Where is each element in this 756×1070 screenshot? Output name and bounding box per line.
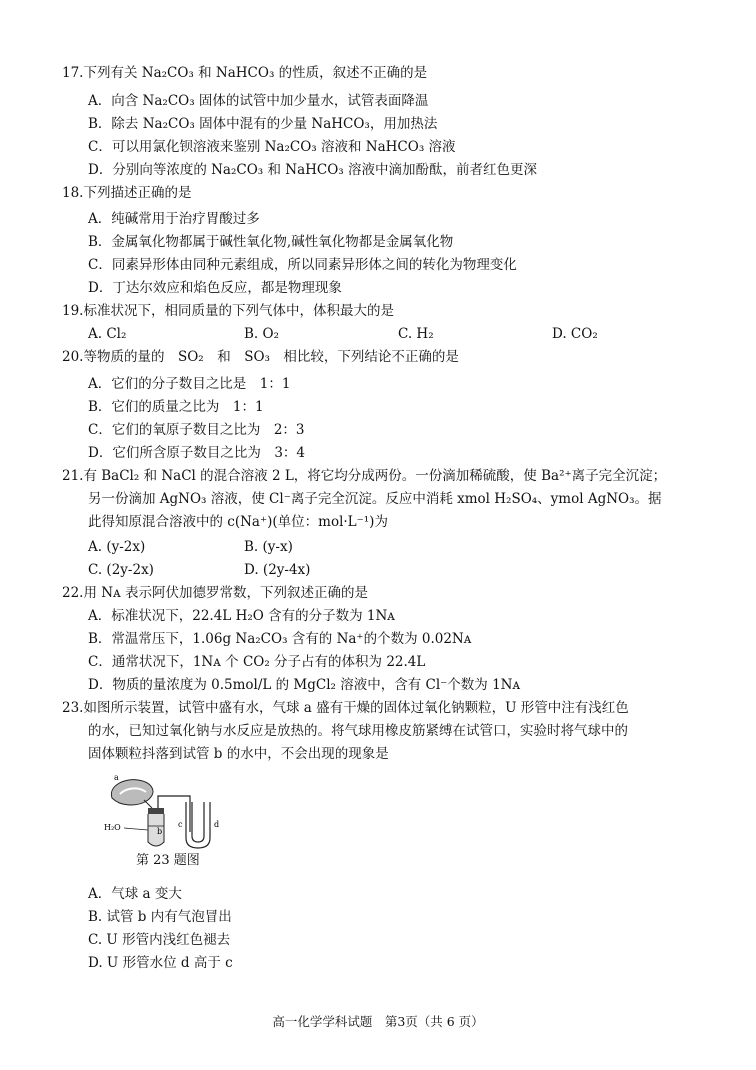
- question-23-line-3: 固体颗粒抖落到试管 b 的水中，不会出现的现象是: [88, 746, 389, 762]
- question-22-stem: 22.用 Nᴀ 表示阿伏加德罗常数，下列叙述正确的是: [62, 585, 368, 601]
- question-23-option-d: D. U 形管水位 d 高于 c: [88, 955, 233, 971]
- question-23-option-b: B. 试管 b 内有气泡冒出: [88, 909, 232, 925]
- label-d: d: [214, 820, 220, 829]
- question-20-option-a: A．它们的分子数目之比是 1：1: [88, 376, 291, 392]
- question-19-option-c: C. H₂: [398, 326, 434, 342]
- question-21-option-c: C. (2y-2x): [88, 562, 154, 578]
- u-tube-inner: [192, 802, 204, 842]
- question-22-option-c: C．通常状况下，1Nᴀ 个 CO₂ 分子占有的体积为 22.4L: [88, 654, 426, 670]
- question-23-line-2: 的水，已知过氧化钠与水反应是放热的。将气球用橡皮筋紧缚在试管口，实验时将气球中的: [88, 723, 628, 739]
- question-17-option-c: C．可以用氯化钡溶液来鉴别 Na₂CO₃ 溶液和 NaHCO₃ 溶液: [88, 139, 456, 155]
- question-20-stem: 20.等物质的量的 SO₂ 和 SO₃ 相比较，下列结论不正确的是: [62, 349, 459, 365]
- label-c: c: [178, 820, 183, 829]
- question-18-option-d: D．丁达尔效应和焰色反应，都是物理现象: [88, 280, 342, 296]
- question-21-option-b: B. (y-x): [244, 539, 293, 555]
- question-19-stem: 19.标准状况下，相同质量的下列气体中，体积最大的是: [62, 303, 394, 319]
- question-19-option-a: A. Cl₂: [88, 326, 127, 342]
- question-21-option-a: A. (y-2x): [88, 539, 146, 555]
- question-22-option-a: A．标准状况下，22.4L H₂O 含有的分子数为 1Nᴀ: [88, 608, 395, 624]
- question-20-option-b: B．它们的质量之比为 1：1: [88, 399, 264, 415]
- h2o-pointer: [124, 828, 148, 830]
- question-21-line-1: 21.有 BaCl₂ 和 NaCl 的混合溶液 2 L，将它均分成两份。一份滴加稀硫酸，使 Ba²⁺离子完全沉淀；: [62, 468, 667, 484]
- label-b: b: [157, 827, 163, 836]
- balloon-neck: [144, 800, 152, 808]
- question-23-option-c: C. U 形管内浅红色褪去: [88, 932, 231, 948]
- question-18-stem: 18.下列描述正确的是: [62, 185, 192, 201]
- question-21-line-3: 此得知原混合溶液中的 c(Na⁺)(单位：mol·L⁻¹)为: [88, 514, 388, 530]
- rubber-stopper: [148, 808, 164, 814]
- balloon-a: [111, 780, 153, 805]
- question-21-line-2: 另一份滴加 AgNO₃ 溶液，使 Cl⁻离子完全沉淀。反应中消耗 xmol H₂SO₄、ymol AgNO₃。据: [88, 491, 662, 507]
- question-22-option-b: B．常温常压下，1.06g Na₂CO₃ 含有的 Na⁺的个数为 0.02Nᴀ: [88, 631, 472, 647]
- question-20-option-d: D．它们所含原子数目之比为 3：4: [88, 445, 306, 461]
- question-20-option-c: C．它们的氧原子数目之比为 2：3: [88, 422, 305, 438]
- question-17-option-b: B．除去 Na₂CO₃ 固体中混有的少量 NaHCO₃，用加热法: [88, 116, 438, 132]
- question-19-option-b: B. O₂: [244, 326, 279, 342]
- question-18-option-a: A．纯碱常用于治疗胃酸过多: [88, 211, 260, 227]
- question-19-option-d: D. CO₂: [552, 326, 598, 342]
- question-17-option-a: A．向含 Na₂CO₃ 固体的试管中加少量水，试管表面降温: [88, 93, 429, 109]
- figure-caption: 第 23 题图: [136, 853, 200, 868]
- question-23-option-a: A．气球 a 变大: [88, 886, 182, 902]
- question-18-option-c: C．同素异形体由同种元素组成，所以同素异形体之间的转化为物理变化: [88, 257, 517, 273]
- question-18-option-b: B．金属氧化物都属于碱性氧化物,碱性氧化物都是金属氧化物: [88, 234, 454, 250]
- question-17-option-d: D．分别向等浓度的 Na₂CO₃ 和 NaHCO₃ 溶液中滴加酚酞，前者红色更深: [88, 162, 538, 178]
- label-h2o: H₂O: [104, 823, 121, 832]
- apparatus-diagram: [100, 772, 230, 852]
- question-23-line-1: 23.如图所示装置，试管中盛有水，气球 a 盛有干燥的固体过氧化钠颗粒，U 形管中注有浅红色: [62, 700, 629, 716]
- page-footer: 高一化学学科试题 第3页（共 6 页）: [272, 1014, 484, 1029]
- question-21-option-d: D. (2y-4x): [244, 562, 311, 578]
- label-a: a: [114, 773, 119, 782]
- question-22-option-d: D．物质的量浓度为 0.5mol/L 的 MgCl₂ 溶液中，含有 Cl⁻个数为 1Nᴀ: [88, 677, 521, 693]
- question-17-stem: 17.下列有关 Na₂CO₃ 和 NaHCO₃ 的性质，叙述不正确的是: [62, 65, 428, 81]
